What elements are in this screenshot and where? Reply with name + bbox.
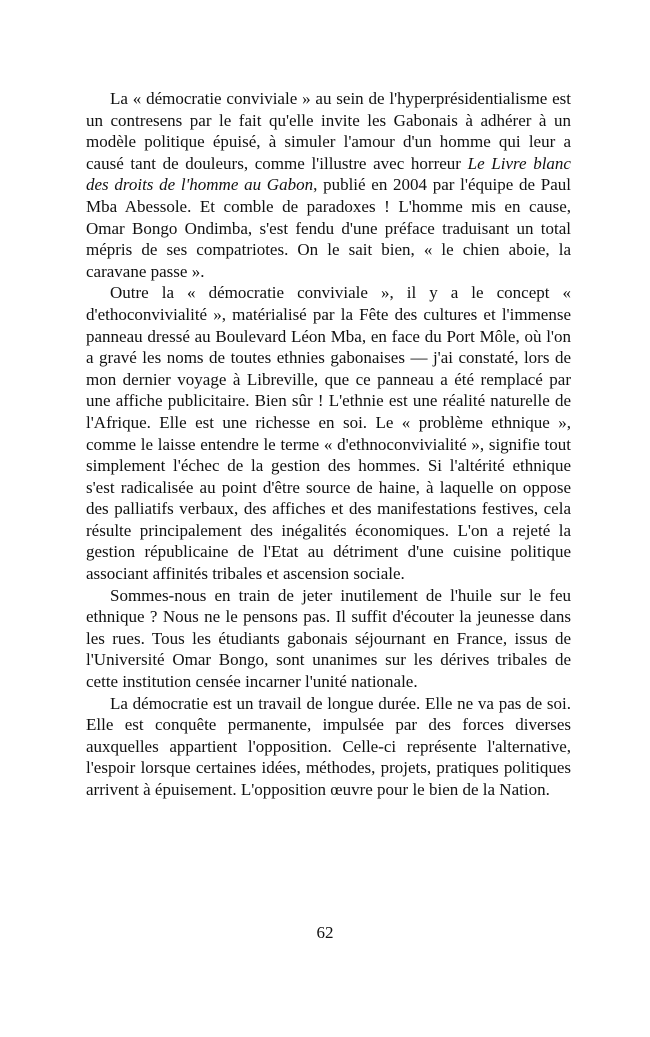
book-title-italic: Le Livre blanc des droits de l'homme au Gabon xyxy=(86,153,571,195)
page-number: 62 xyxy=(316,923,334,942)
paragraph-1-text-end: , publié en 2004 par l'équipe de Paul Mba Abessole. Et comble de paradoxes ! L'homme mis en cause, Omar Bongo Ondimba, s'est fendu d'une préface traduisant un total mépris de ses compatriotes. On le sait bien, « le chien aboie, la caravane passe ». xyxy=(86,175,571,281)
paragraph-2: Outre la « démocratie conviviale », il y a le concept « d'ethoconvivialité », matérialisé par la Fête des cultures et l'immense panneau dressé au Boulevard Léon Mba, en face du Port Môle, où l'on a gravé les noms de toutes ethnies gabonaises — j'ai constaté, lors de mon dernier voyage à Libreville, que ce panneau a été remplacé par une affiche publicitaire. Bien sûr ! L'ethnie est une réalité naturelle de l'Afrique. Elle est une richesse en soi. Le « problème ethnique », comme le laisse entendre le terme « d'ethnoconvivialité », signifie tout simplement l'échec de la gestion des hommes. Si l'altérité ethnique s'est radicalisée au point d'être source de haine, à laquelle on oppose des palliatifs verbaux, des affiches et des manifestations festives, cela résulte principalement des inégalités économiques. L'on a rejeté la gestion républicaine de l'Etat au détriment d'une cuisine politique associant affinités tribales et ascension sociale. xyxy=(86,283,571,584)
paragraph-4: La démocratie est un travail de longue durée. Elle ne va pas de soi. Elle est conquête permanente, impulsée par des forces diverses auxquelles appartient l'opposition. Celle-ci représente l'alternative, l'espoir lorsque certaines idées, méthodes, projets, pratiques politiques arrivent à épuisement. L'opposition œuvre pour le bien de la Nation. xyxy=(86,693,571,799)
paragraph-1-text-start: La « démocratie conviviale » au sein de l'hyperprésidentialisme est un contresens par le fait qu'elle invite les Gabonais à adhérer à un modèle politique épuisé, à simuler l'amour d'un homme qui leur a causé tant de douleurs, comme l'illustre avec horreur xyxy=(86,89,571,173)
body-text xyxy=(86,88,571,801)
paragraph-3: Sommes-nous en train de jeter inutilement de l'huile sur le feu ethnique ? Nous ne le pensons pas. Il suffit d'écouter la jeunesse dans les rues. Tous les étudiants gabonais séjournant en France, issus de l'Université Omar Bongo, sont unanimes sur les dérives tribales de cette institution censée incarner l'unité nationale. xyxy=(86,585,571,692)
paragraph-1 xyxy=(86,88,571,282)
